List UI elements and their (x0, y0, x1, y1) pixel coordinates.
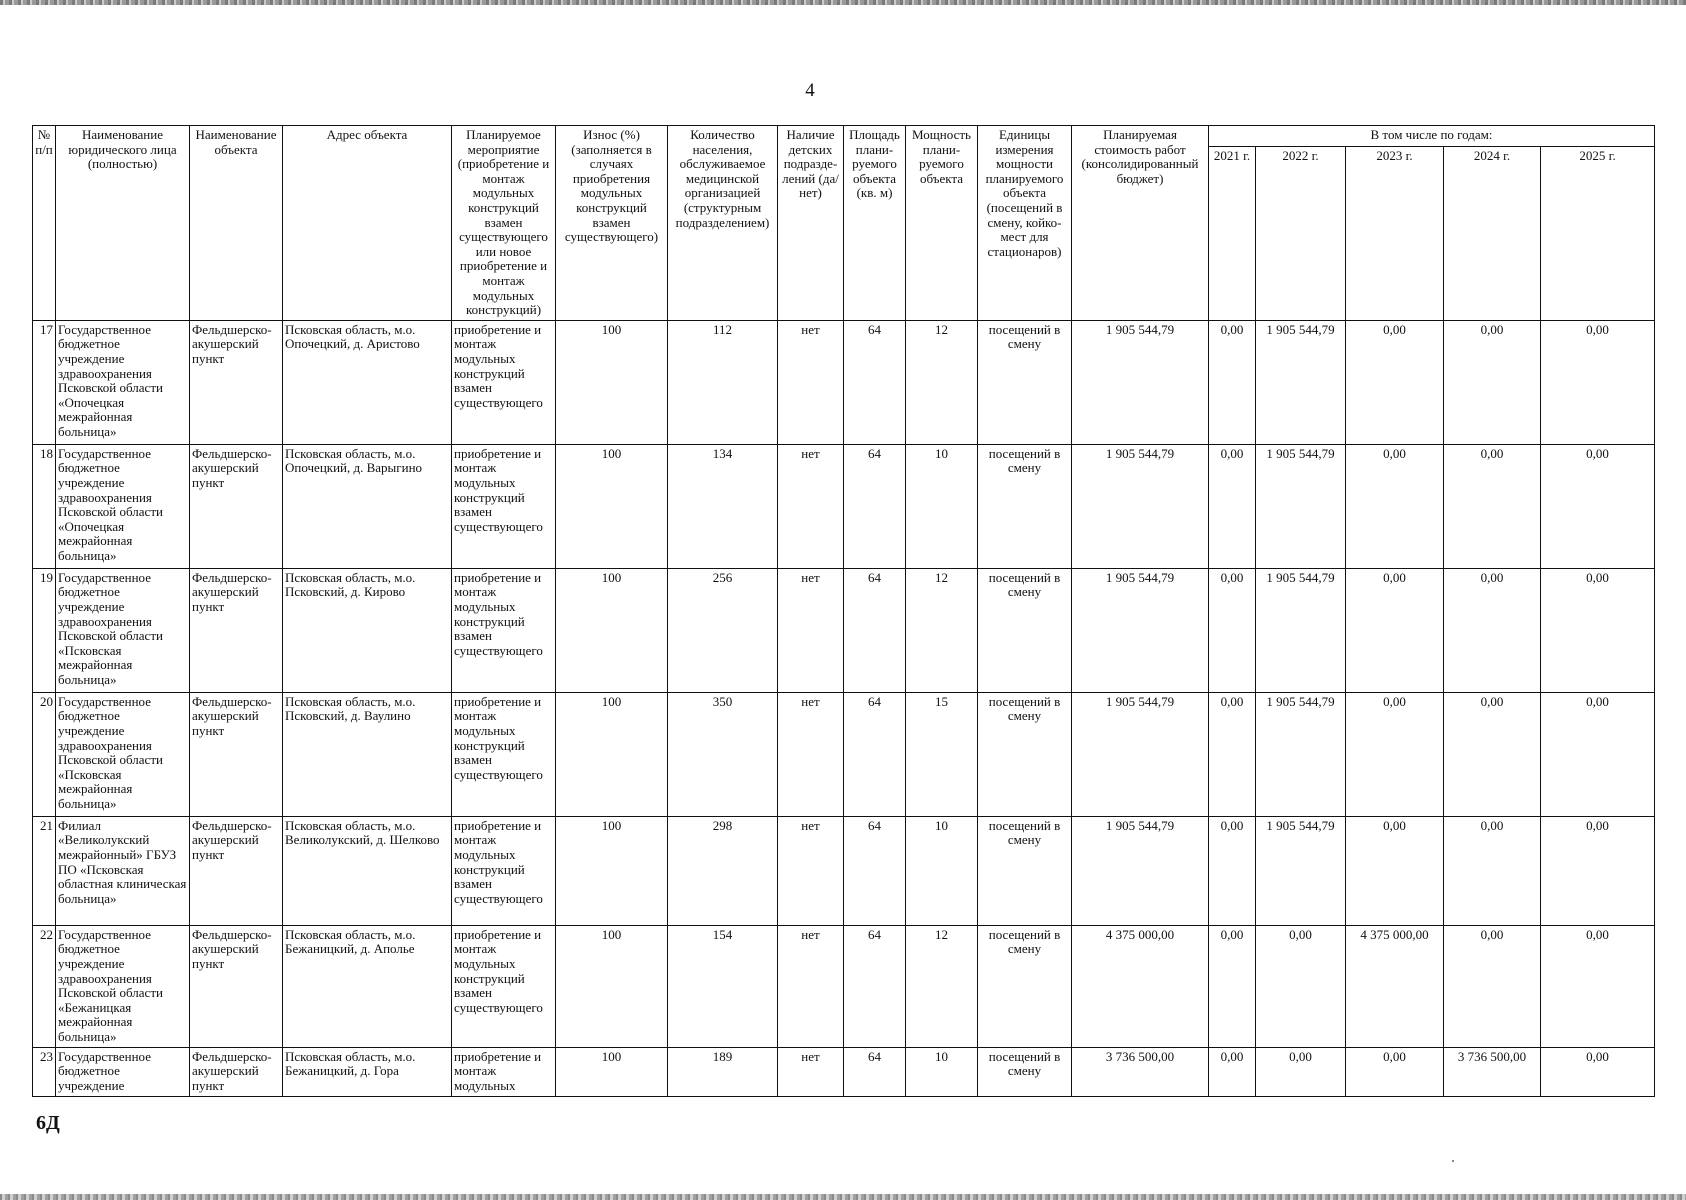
cell-population: 298 (668, 816, 778, 925)
cell-num: 21 (33, 816, 56, 925)
header-units: Единицы измерения мощности планируемого объекта (посещений в смену, койко-мест для стационаров) (978, 126, 1072, 321)
cell-2023: 0,00 (1346, 444, 1444, 568)
header-area: Площадь плани-руемого объекта (кв. м) (844, 126, 906, 321)
cell-area: 64 (844, 925, 906, 1047)
table-row (33, 568, 1655, 692)
footer-mark: 6Д (36, 1112, 60, 1134)
header-capacity: Мощность плани-руемого объекта (906, 126, 978, 321)
cell-area: 64 (844, 692, 906, 816)
cell-population: 112 (668, 320, 778, 444)
cell-2025: 0,00 (1541, 1047, 1655, 1096)
cell-address: Псковская область, м.о. Псковский, д. Ваулино (283, 692, 452, 816)
cell-2022: 1 905 544,79 (1256, 444, 1346, 568)
cell-2025: 0,00 (1541, 320, 1655, 444)
cell-2022: 0,00 (1256, 925, 1346, 1047)
cell-2021: 0,00 (1209, 816, 1256, 925)
cell-object-name: Фельдшерско-акушерский пункт (190, 925, 283, 1047)
cell-units: посещений в смену (978, 568, 1072, 692)
cell-object-name: Фельдшерско-акушерский пункт (190, 816, 283, 925)
cell-object-name: Фельдшерско-акушерский пункт (190, 444, 283, 568)
header-2021: 2021 г. (1209, 146, 1256, 320)
cell-2023: 4 375 000,00 (1346, 925, 1444, 1047)
cell-units: посещений в смену (978, 816, 1072, 925)
table-header-row (33, 126, 1655, 147)
cell-2025: 0,00 (1541, 925, 1655, 1047)
cell-population: 350 (668, 692, 778, 816)
cell-num: 23 (33, 1047, 56, 1096)
cell-activity: приобретение и монтаж модульных (452, 1047, 556, 1096)
cell-address: Псковская область, м.о. Псковский, д. Кирово (283, 568, 452, 692)
cell-2022: 1 905 544,79 (1256, 320, 1346, 444)
cell-2025: 0,00 (1541, 692, 1655, 816)
header-by-years: В том числе по годам: (1209, 126, 1655, 147)
cell-capacity: 15 (906, 692, 978, 816)
cell-address: Псковская область, м.о. Великолукский, д. Шелково (283, 816, 452, 925)
cell-num: 22 (33, 925, 56, 1047)
header-object-name: Наименование объекта (190, 126, 283, 321)
cell-area: 64 (844, 320, 906, 444)
cell-2023: 0,00 (1346, 1047, 1444, 1096)
cell-area: 64 (844, 444, 906, 568)
cell-population: 154 (668, 925, 778, 1047)
cell-address: Псковская область, м.о. Бежаницкий, д. Гора (283, 1047, 452, 1096)
scan-edge-bottom (0, 1194, 1686, 1200)
cell-2021: 0,00 (1209, 444, 1256, 568)
cell-capacity: 12 (906, 925, 978, 1047)
header-children: Наличие детских подразде-лений (да/нет) (778, 126, 844, 321)
cell-2024: 0,00 (1444, 444, 1541, 568)
cell-children: нет (778, 925, 844, 1047)
scan-edge-top (0, 0, 1686, 5)
cell-2024: 0,00 (1444, 320, 1541, 444)
cell-2023: 0,00 (1346, 692, 1444, 816)
header-legal-name: Наименование юридического лица (полностью) (56, 126, 190, 321)
cell-2022: 0,00 (1256, 1047, 1346, 1096)
cell-wear: 100 (556, 925, 668, 1047)
cell-cost: 1 905 544,79 (1072, 816, 1209, 925)
header-activity: Планируемое мероприятие (приобретение и монтаж модульных конструкций взамен существующего или новое приобретение и монтаж модульных конструкций) (452, 126, 556, 321)
cell-object-name: Фельдшерско-акушерский пункт (190, 1047, 283, 1096)
cell-wear: 100 (556, 568, 668, 692)
cell-capacity: 10 (906, 444, 978, 568)
cell-num: 17 (33, 320, 56, 444)
header-2022: 2022 г. (1256, 146, 1346, 320)
cell-2023: 0,00 (1346, 320, 1444, 444)
page-number: 4 (805, 80, 815, 101)
cell-cost: 1 905 544,79 (1072, 444, 1209, 568)
cell-activity: приобретение и монтаж модульных конструкций взамен существующего (452, 320, 556, 444)
cell-population: 134 (668, 444, 778, 568)
cell-population: 256 (668, 568, 778, 692)
cell-activity: приобретение и монтаж модульных конструкций взамен существующего (452, 925, 556, 1047)
header-wear: Износ (%) (заполняется в случаях приобретения модульных конструкций взамен существующего) (556, 126, 668, 321)
cell-children: нет (778, 320, 844, 444)
cell-capacity: 12 (906, 568, 978, 692)
header-2024: 2024 г. (1444, 146, 1541, 320)
cell-object-name: Фельдшерско-акушерский пункт (190, 692, 283, 816)
cell-2022: 1 905 544,79 (1256, 816, 1346, 925)
cell-object-name: Фельдшерско-акушерский пункт (190, 320, 283, 444)
cell-num: 18 (33, 444, 56, 568)
cell-address: Псковская область, м.о. Бежаницкий, д. Аполье (283, 925, 452, 1047)
cell-2022: 1 905 544,79 (1256, 692, 1346, 816)
cell-2023: 0,00 (1346, 568, 1444, 692)
cell-cost: 3 736 500,00 (1072, 1047, 1209, 1096)
cell-wear: 100 (556, 320, 668, 444)
header-2023: 2023 г. (1346, 146, 1444, 320)
cell-units: посещений в смену (978, 692, 1072, 816)
cell-2024: 0,00 (1444, 568, 1541, 692)
cell-wear: 100 (556, 1047, 668, 1096)
cell-2025: 0,00 (1541, 816, 1655, 925)
table-row (33, 1047, 1655, 1096)
cell-capacity: 10 (906, 816, 978, 925)
cell-object-name: Фельдшерско-акушерский пункт (190, 568, 283, 692)
cell-2021: 0,00 (1209, 1047, 1256, 1096)
header-population: Количество населения, обслуживаемое медицинской организацией (структурным подразделением) (668, 126, 778, 321)
table-row (33, 816, 1655, 925)
cell-legal-name: Государственное бюджетное учреждение здравоохранения Псковской области «Опочецкая межрайонная больница» (56, 320, 190, 444)
cell-children: нет (778, 692, 844, 816)
cell-legal-name: Государственное бюджетное учреждение (56, 1047, 190, 1096)
cell-capacity: 12 (906, 320, 978, 444)
cell-children: нет (778, 1047, 844, 1096)
cell-activity: приобретение и монтаж модульных конструкций взамен существующего (452, 692, 556, 816)
cell-address: Псковская область, м.о. Опочецкий, д. Варыгино (283, 444, 452, 568)
cell-capacity: 10 (906, 1047, 978, 1096)
header-cost: Планируемая стоимость работ (консолидированный бюджет) (1072, 126, 1209, 321)
cell-legal-name: Государственное бюджетное учреждение здравоохранения Псковской области «Опочецкая межрайонная больница» (56, 444, 190, 568)
cell-2024: 0,00 (1444, 925, 1541, 1047)
scan-speck (1452, 1160, 1454, 1162)
table-row (33, 925, 1655, 1047)
cell-2025: 0,00 (1541, 444, 1655, 568)
cell-legal-name: Филиал «Великолукский межрайонный» ГБУЗ ПО «Псковская областная клиническая больница» (56, 816, 190, 925)
cell-children: нет (778, 444, 844, 568)
cell-legal-name: Государственное бюджетное учреждение здравоохранения Псковской области «Псковская межрайонная больница» (56, 568, 190, 692)
cell-units: посещений в смену (978, 1047, 1072, 1096)
cell-activity: приобретение и монтаж модульных конструкций взамен существующего (452, 444, 556, 568)
cell-wear: 100 (556, 444, 668, 568)
cell-num: 19 (33, 568, 56, 692)
cell-units: посещений в смену (978, 320, 1072, 444)
cell-activity: приобретение и монтаж модульных конструкций взамен существующего (452, 568, 556, 692)
cell-2024: 0,00 (1444, 816, 1541, 925)
cell-activity: приобретение и монтаж модульных конструкций взамен существующего (452, 816, 556, 925)
cell-2021: 0,00 (1209, 925, 1256, 1047)
cell-units: посещений в смену (978, 444, 1072, 568)
cell-units: посещений в смену (978, 925, 1072, 1047)
cell-2021: 0,00 (1209, 320, 1256, 444)
cell-2025: 0,00 (1541, 568, 1655, 692)
program-table (32, 125, 1655, 1097)
cell-legal-name: Государственное бюджетное учреждение здравоохранения Псковской области «Псковская межрайонная больница» (56, 692, 190, 816)
header-address: Адрес объекта (283, 126, 452, 321)
cell-2024: 3 736 500,00 (1444, 1047, 1541, 1096)
cell-area: 64 (844, 816, 906, 925)
table-row (33, 444, 1655, 568)
cell-2021: 0,00 (1209, 692, 1256, 816)
cell-cost: 4 375 000,00 (1072, 925, 1209, 1047)
cell-children: нет (778, 568, 844, 692)
cell-area: 64 (844, 568, 906, 692)
cell-population: 189 (668, 1047, 778, 1096)
cell-2023: 0,00 (1346, 816, 1444, 925)
cell-wear: 100 (556, 692, 668, 816)
table-row (33, 692, 1655, 816)
table-row (33, 320, 1655, 444)
cell-legal-name: Государственное бюджетное учреждение здравоохранения Псковской области «Бежаницкая межрайонная больница» (56, 925, 190, 1047)
cell-area: 64 (844, 1047, 906, 1096)
cell-children: нет (778, 816, 844, 925)
cell-cost: 1 905 544,79 (1072, 320, 1209, 444)
cell-cost: 1 905 544,79 (1072, 568, 1209, 692)
cell-num: 20 (33, 692, 56, 816)
cell-2022: 1 905 544,79 (1256, 568, 1346, 692)
header-2025: 2025 г. (1541, 146, 1655, 320)
header-num: № п/п (33, 126, 56, 321)
cell-address: Псковская область, м.о. Опочецкий, д. Аристово (283, 320, 452, 444)
cell-cost: 1 905 544,79 (1072, 692, 1209, 816)
cell-2021: 0,00 (1209, 568, 1256, 692)
cell-2024: 0,00 (1444, 692, 1541, 816)
cell-wear: 100 (556, 816, 668, 925)
